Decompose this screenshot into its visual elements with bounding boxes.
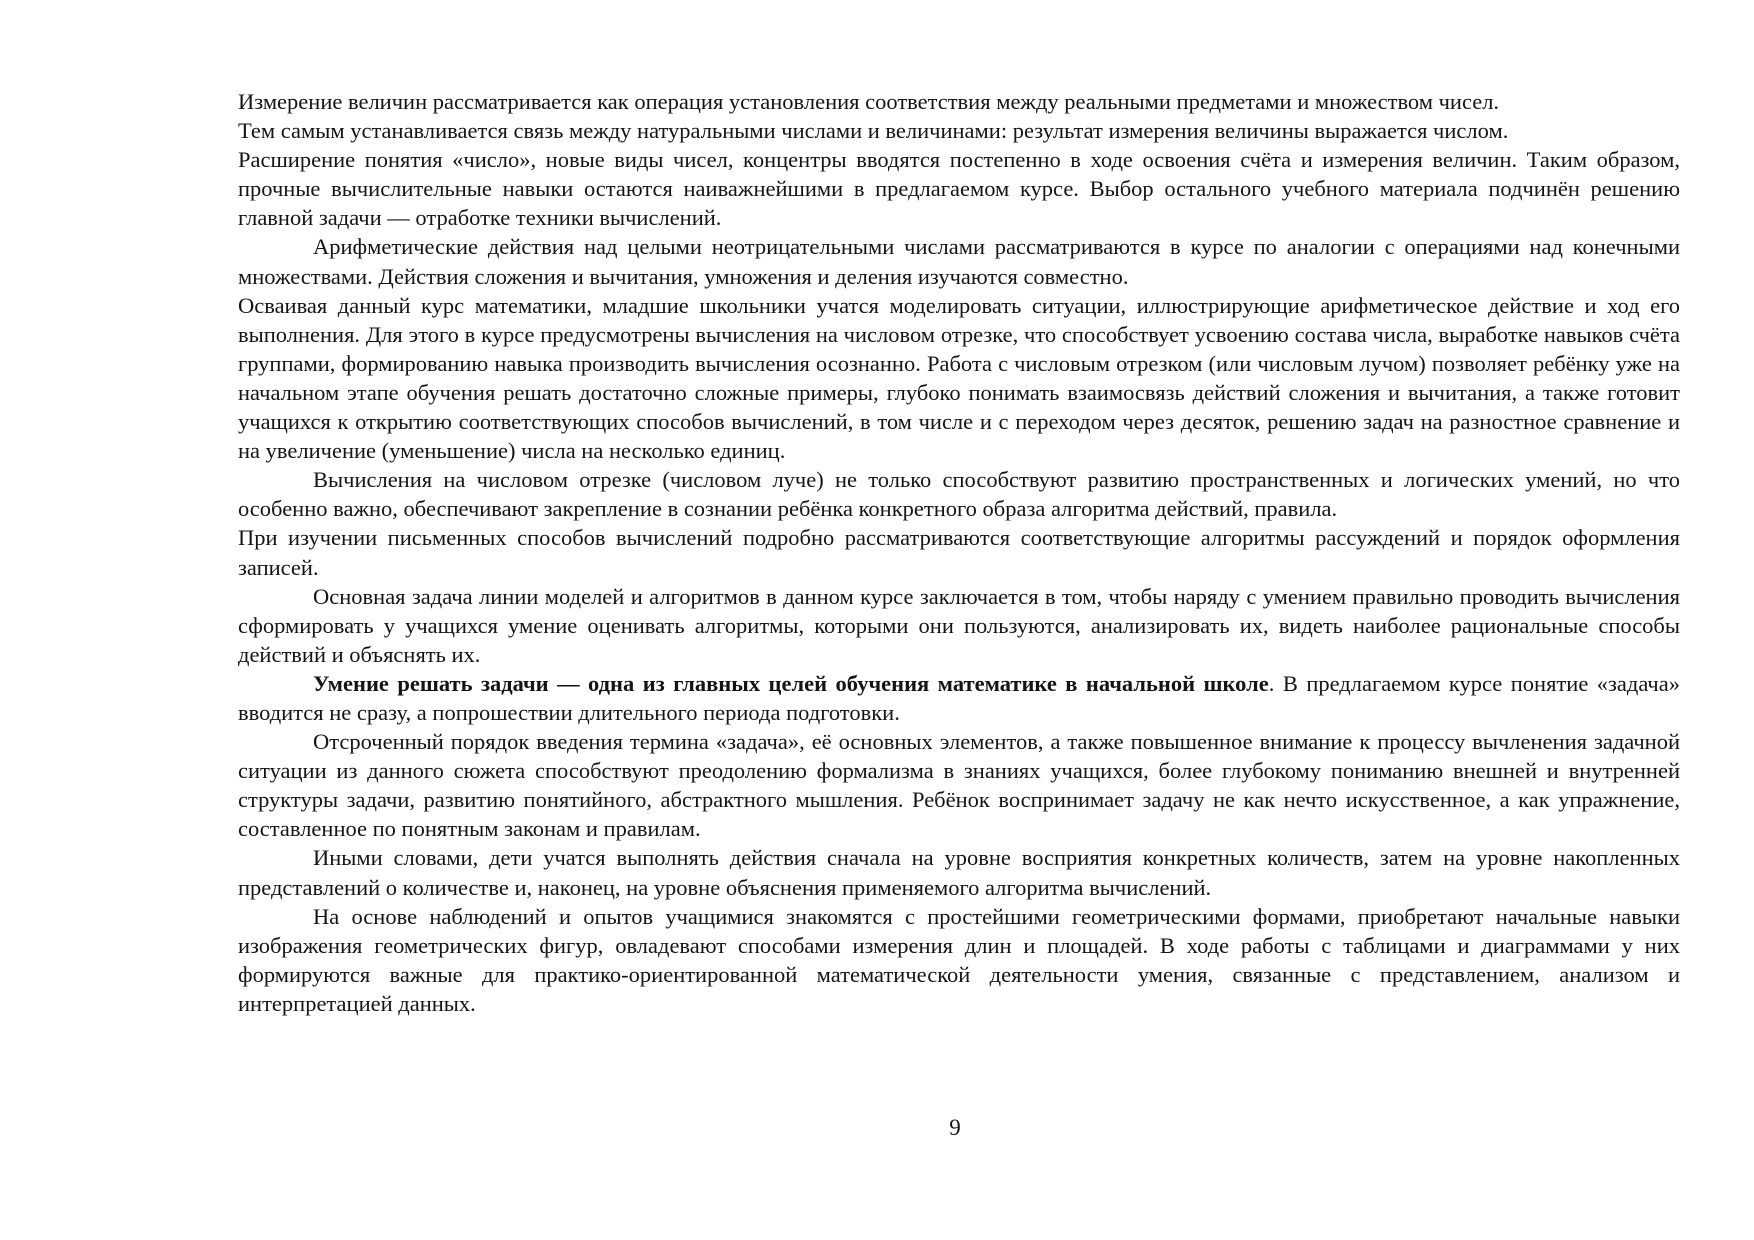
paragraph-11: Иными словами, дети учатся выполнять действия сначала на уровне восприятия конкретных количеств, затем на уровне накопленных представлений о количестве и, наконец, на уровне объяснения применяемого алгоритма вычислений. [238, 845, 1680, 900]
paragraph-9-rest: . В предлагаемом курсе понятие «задача» вводится не сразу, а попрошествии длительного периода подготовки. [238, 670, 1680, 725]
paragraph-12: На основе наблюдений и опытов учащимися знакомятся с простейшими геометрическими формами, приобретают начальные навыки изображения геометрических фигур, овладевают способами измерения длин и площадей. В ходе работы с таблицами и диаграммами у них формируются важные для практико-ориентированной математической деятельности умения, связанные с представлением, анализом и интерпретацией данных. [238, 903, 1680, 1016]
paragraph-4: Арифметические действия над целыми неотрицательными числами рассматриваются в курсе по аналогии с операциями над конечными множествами. Действия сложения и вычитания, умножения и деления изучаются совместно. [238, 234, 1680, 289]
paragraph-5: Осваивая данный курс математики, младшие школьники учатся моделировать ситуации, иллюстрирующие арифметическое действие и ход его выполнения. Для этого в курсе предусмотрены вычисления на числовом отрезке, что способствует усвоению состава числа, выработке навыков счёта группами, формированию навыка производить вычисления осознанно. Работа с числовым отрезком (или числовым лучом) позволяет ребёнку уже на начальном этапе обучения решать достаточно сложные примеры, глубоко понимать взаимосвязь действий сложения и вычитания, а также готовит учащихся к открытию соответствующих способов вычислений, в том числе и с переходом через десяток, решению задач на разностное сравнение и на увеличение (уменьшение) числа на несколько единиц. [238, 292, 1680, 464]
paragraph-8: Основная задача линии моделей и алгоритмов в данном курсе заключается в том, чтобы наряду с умением правильно проводить вычисления сформировать у учащихся умение оценивать алгоритмы, которыми они пользуются, анализировать их, видеть наиболее рациональные способы действий и объяснять их. [238, 583, 1680, 667]
paragraph-3: Расширение понятия «число», новые виды чисел, концентры вводятся постепенно в ходе освоения счёта и измерения величин. Таким образом, прочные вычислительные навыки остаются наиважнейшими в предлагаемом курсе. Выбор остального учебного материала подчинён решению главной задачи — отработке техники вычислений. [238, 147, 1680, 231]
paragraph-7: При изучении письменных способов вычислений подробно рассматриваются соответствующие алгоритмы рассуждений и порядок оформления записей. [238, 525, 1680, 580]
paragraph-2: Тем самым устанавливается связь между натуральными числами и величинами: результат измерения величины выражается числом. [238, 118, 1509, 144]
document-body [238, 87, 1680, 1018]
paragraph-9 [238, 669, 1680, 727]
paragraph-6: Вычисления на числовом отрезке (числовом луче) не только способствуют развитию пространственных и логических умений, но что особенно важно, обеспечивают закрепление в сознании ребёнка конкретного образа алгоритма действий, правила. [238, 467, 1680, 522]
paragraph-9-bold-lead: Умение решать задачи — одна из главных целей обучения математике в начальной школе [313, 670, 1269, 696]
paragraph-10: Отсроченный порядок введения термина «задача», её основных элементов, а также повышенное внимание к процессу вычленения задачной ситуации из данного сюжета способствуют преодолению формализма в знаниях учащихся, более глубокому пониманию внешней и внутренней структуры задачи, развитию понятийного, абстрактного мышления. Ребёнок воспринимает задачу не как нечто искусственное, а как упражнение, составленное по понятным законам и правилам. [238, 729, 1680, 842]
paragraph-1: Измерение величин рассматривается как операция установления соответствия между реальными предметами и множеством чисел. [238, 89, 1500, 114]
page-number: 9 [949, 1115, 961, 1140]
